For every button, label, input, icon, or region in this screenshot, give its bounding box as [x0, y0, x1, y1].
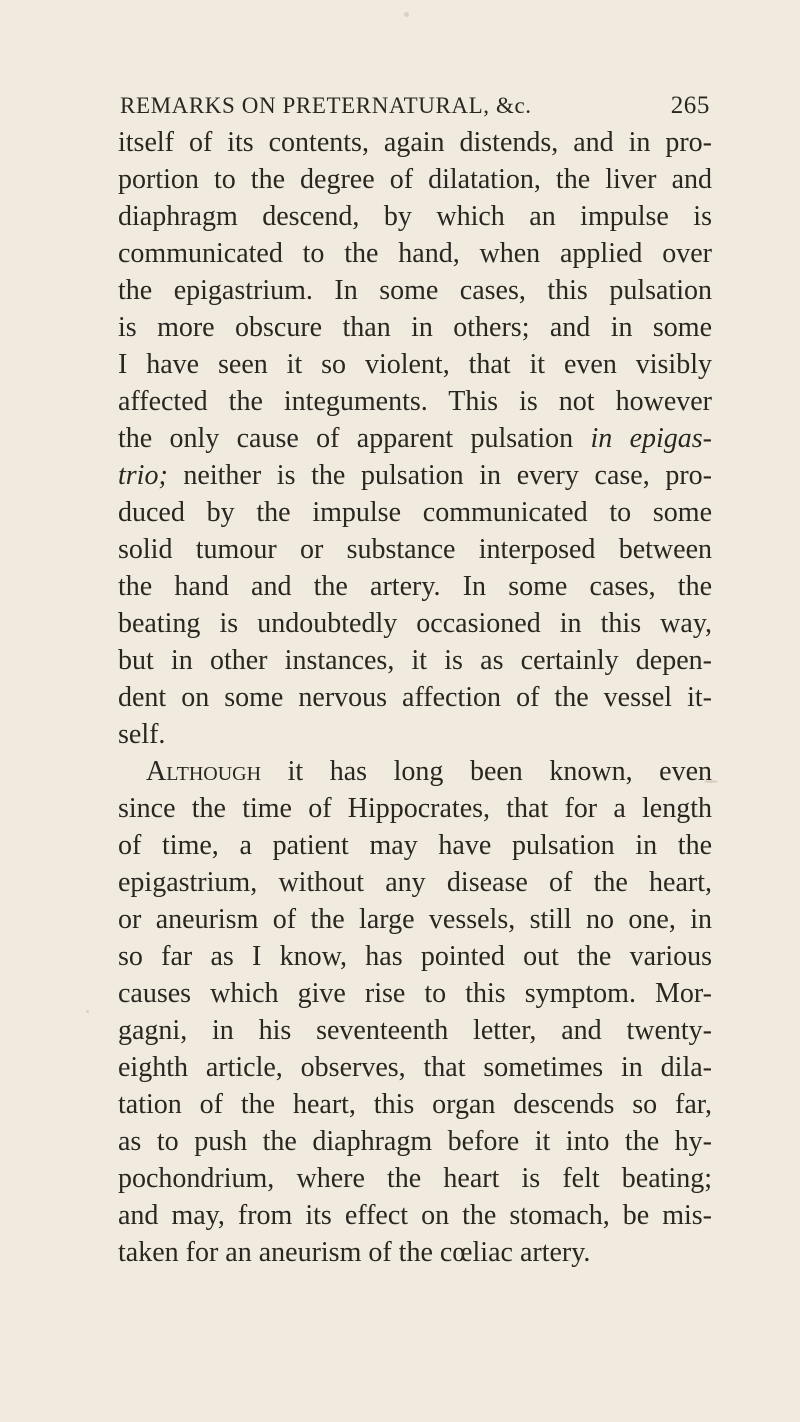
text-line: itself of its contents, again distends, and in pro-: [118, 127, 712, 158]
text-line: causes which give rise to this symptom. Mor-: [118, 978, 712, 1009]
text-line: diaphragm descend, by which an impulse is: [118, 201, 712, 232]
text-line: [118, 457, 712, 494]
text-line: the hand and the artery. In some cases, the: [118, 571, 712, 602]
text-line: tation of the heart, this organ descends so far,: [118, 1089, 712, 1120]
text-segment: the only cause of apparent pulsation: [118, 423, 591, 454]
text-line: so far as I know, has pointed out the various: [118, 941, 712, 972]
text-line: dent on some nervous affection of the vessel it-: [118, 682, 712, 713]
text-line: or aneurism of the large vessels, still no one, in: [118, 904, 712, 935]
text-line: but in other instances, it is as certainly depen-: [118, 645, 712, 676]
text-line: self.: [118, 719, 166, 750]
paper-speck: [404, 12, 409, 17]
text-line: duced by the impulse communicated to some: [118, 497, 712, 528]
paper-speck: [86, 1010, 89, 1013]
lead-word: Although: [146, 756, 262, 787]
text-line: gagni, in his seventeenth letter, and twenty-: [118, 1015, 712, 1046]
text-line: the epigastrium. In some cases, this pulsation: [118, 275, 712, 306]
text-line: as to push the diaphragm before it into the hy-: [118, 1126, 712, 1157]
text-line: [118, 420, 712, 457]
text-segment: it has long been known, even: [261, 756, 712, 787]
text-line: since the time of Hippocrates, that for a length: [118, 793, 712, 824]
text-line: taken for an aneurism of the cœliac artery.: [118, 1237, 591, 1268]
text-line: I have seen it so violent, that it even visibly: [118, 349, 712, 380]
running-head: [118, 88, 710, 124]
text-line: communicated to the hand, when applied over: [118, 238, 712, 269]
text-line: affected the integuments. This is not however: [118, 386, 712, 417]
page-number: 265: [670, 92, 710, 119]
text-line: [118, 753, 712, 790]
italic-term: trio;: [118, 460, 168, 491]
text-line: eighth article, observes, that sometimes in dila-: [118, 1052, 712, 1083]
text-line: solid tumour or substance interposed between: [118, 534, 712, 565]
body-text: [118, 124, 712, 1271]
text-line: beating is undoubtedly occasioned in this way,: [118, 608, 712, 639]
text-line: epigastrium, without any disease of the heart,: [118, 867, 712, 898]
text-line: pochondrium, where the heart is felt beating;: [118, 1163, 712, 1194]
text-line: and may, from its effect on the stomach, be mis-: [118, 1200, 712, 1231]
text-line: of time, a patient may have pulsation in the: [118, 830, 712, 861]
text-segment: neither is the pulsation in every case, pro-: [167, 460, 712, 491]
text-line: portion to the degree of dilatation, the liver and: [118, 164, 712, 195]
text-line: is more obscure than in others; and in some: [118, 312, 712, 343]
italic-term: in epigas-: [590, 423, 712, 454]
running-title: REMARKS ON PRETERNATURAL, &c.: [120, 93, 532, 118]
